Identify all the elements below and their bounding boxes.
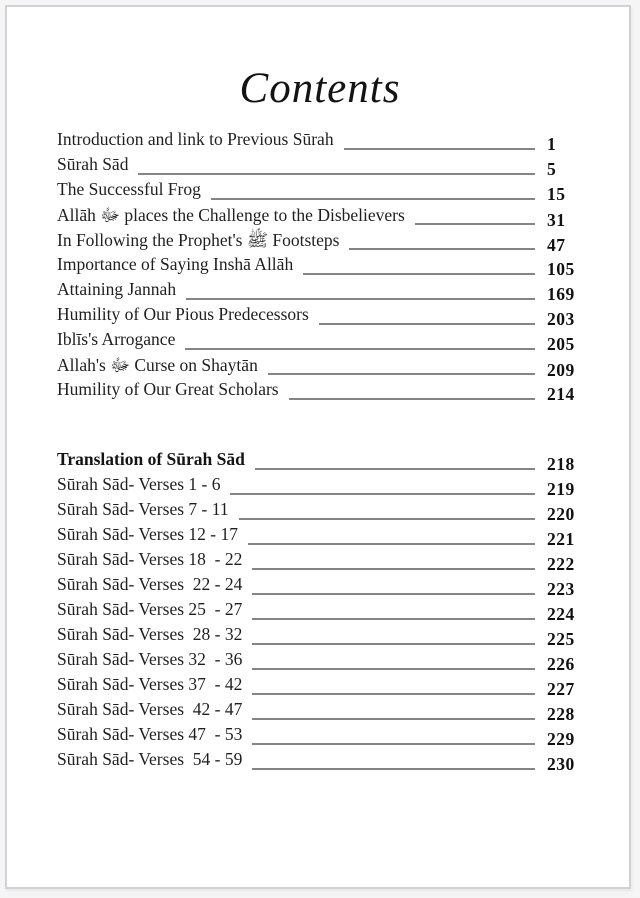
toc-entry-label: Sūrah Sād- Verses 1 - 6 <box>57 474 221 495</box>
toc-entry-page-number: 227 <box>547 679 575 700</box>
toc-entry <box>57 649 583 674</box>
toc-entry <box>57 379 583 404</box>
leader-line <box>252 593 535 595</box>
leader-line <box>255 468 535 470</box>
toc-entry-label: Sūrah Sād- Verses 18 - 22 <box>57 549 243 570</box>
toc-entry <box>57 129 583 154</box>
toc-section <box>57 449 583 774</box>
toc-entry-page-number: 229 <box>547 729 575 750</box>
toc-entry-page-number: 105 <box>547 259 575 280</box>
toc-entry-label: Sūrah Sād- Verses 25 - 27 <box>57 599 243 620</box>
toc-entry <box>57 474 583 499</box>
toc-entry-label: In Following the Prophet's ﷺ Footsteps <box>57 230 340 251</box>
toc-entry-page-number: 228 <box>547 704 575 725</box>
toc-entry-page-number: 226 <box>547 654 575 675</box>
leader-line <box>248 543 535 545</box>
toc-entry <box>57 699 583 724</box>
leader-line <box>252 693 535 695</box>
leader-line <box>268 373 535 375</box>
toc-entry-label: Translation of Sūrah Sād <box>57 449 245 470</box>
toc-entry-label: Humility of Our Pious Predecessors <box>57 304 309 325</box>
toc-entry <box>57 354 583 379</box>
toc-entry-label: Iblīs's Arrogance <box>57 329 176 350</box>
toc-entry-label: Allāh ﷻ places the Challenge to the Disbelievers <box>57 205 405 226</box>
leader-line <box>186 298 535 300</box>
toc-entry <box>57 254 583 279</box>
toc-entry-page-number: 209 <box>547 360 575 381</box>
toc-entry-label: The Successful Frog <box>57 179 201 200</box>
toc-entry-label: Attaining Jannah <box>57 279 177 300</box>
leader-line <box>230 493 535 495</box>
toc-entry-page-number: 218 <box>547 454 575 475</box>
toc-entry-page-number: 225 <box>547 629 575 650</box>
leader-line <box>138 173 535 175</box>
toc-entry-page-number: 223 <box>547 579 575 600</box>
toc-entry-page-number: 205 <box>547 334 575 355</box>
toc-entry-page-number: 31 <box>547 210 566 231</box>
toc-entry <box>57 624 583 649</box>
toc-entry-page-number: 230 <box>547 754 575 775</box>
toc-entry-label: Sūrah Sād- Verses 22 - 24 <box>57 574 243 595</box>
toc-entry-label: Sūrah Sād- Verses 37 - 42 <box>57 674 243 695</box>
toc-entry-page-number: 15 <box>547 184 566 205</box>
toc-entry-page-number: 214 <box>547 384 575 405</box>
leader-line <box>252 768 535 770</box>
toc-entry <box>57 524 583 549</box>
leader-line <box>289 398 535 400</box>
toc-entry <box>57 549 583 574</box>
leader-line <box>319 323 535 325</box>
table-of-contents <box>57 129 583 774</box>
leader-line <box>415 223 535 225</box>
contents-page <box>5 5 631 889</box>
toc-entry-page-number: 169 <box>547 284 575 305</box>
leader-line <box>344 148 535 150</box>
page-title: Contents <box>239 65 401 112</box>
toc-entry-label: Humility of Our Great Scholars <box>57 379 279 400</box>
toc-entry <box>57 724 583 749</box>
leader-line <box>252 568 535 570</box>
leader-line <box>211 198 535 200</box>
toc-entry-page-number: 47 <box>547 235 566 256</box>
page-content <box>7 7 629 774</box>
leader-line <box>252 718 535 720</box>
leader-line <box>185 348 535 350</box>
toc-entry <box>57 329 583 354</box>
toc-section <box>57 129 583 404</box>
toc-entry <box>57 229 583 254</box>
toc-entry <box>57 499 583 524</box>
leader-line <box>252 618 535 620</box>
leader-line <box>239 518 535 520</box>
toc-entry-label: Sūrah Sād- Verses 54 - 59 <box>57 749 243 770</box>
toc-entry <box>57 304 583 329</box>
toc-entry <box>57 449 583 474</box>
toc-entry-label: Sūrah Sād- Verses 7 - 11 <box>57 499 229 520</box>
leader-line <box>349 248 535 250</box>
leader-line <box>252 668 535 670</box>
toc-entry-page-number: 221 <box>547 529 575 550</box>
toc-entry-page-number: 1 <box>547 134 557 155</box>
toc-entry <box>57 279 583 304</box>
toc-entry-page-number: 222 <box>547 554 575 575</box>
toc-entry-page-number: 203 <box>547 309 575 330</box>
toc-entry <box>57 154 583 179</box>
toc-entry <box>57 749 583 774</box>
toc-entry-label: Sūrah Sād- Verses 42 - 47 <box>57 699 243 720</box>
toc-entry-label: Sūrah Sād <box>57 154 129 175</box>
toc-entry <box>57 574 583 599</box>
leader-line <box>303 273 535 275</box>
toc-entry <box>57 599 583 624</box>
toc-entry-label: Sūrah Sād- Verses 28 - 32 <box>57 624 243 645</box>
toc-entry-label: Sūrah Sād- Verses 32 - 36 <box>57 649 243 670</box>
toc-entry <box>57 179 583 204</box>
leader-line <box>252 743 535 745</box>
toc-entry-page-number: 219 <box>547 479 575 500</box>
toc-entry <box>57 674 583 699</box>
leader-line <box>252 643 535 645</box>
toc-entry-page-number: 224 <box>547 604 575 625</box>
toc-entry-label: Sūrah Sād- Verses 47 - 53 <box>57 724 243 745</box>
toc-entry-page-number: 5 <box>547 159 557 180</box>
toc-entry <box>57 204 583 229</box>
toc-entry-label: Allah's ﷻ Curse on Shaytān <box>57 355 258 376</box>
toc-entry-label: Importance of Saying Inshā Allāh <box>57 254 294 275</box>
toc-entry-label: Introduction and link to Previous Sūrah <box>57 129 334 150</box>
toc-entry-page-number: 220 <box>547 504 575 525</box>
toc-entry-label: Sūrah Sād- Verses 12 - 17 <box>57 524 238 545</box>
